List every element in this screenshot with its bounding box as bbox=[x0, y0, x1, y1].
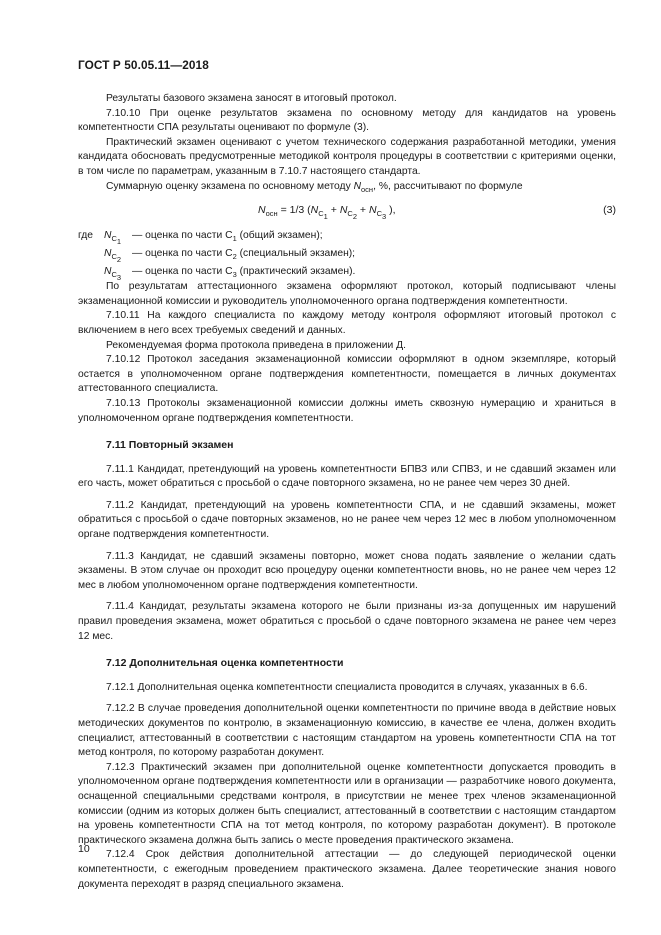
where-symbol-2: $N_{C_2}$ bbox=[104, 248, 122, 265]
paragraph-7-11-1: 7.11.1 Кандидат, претендующий на уровень компетентности БПВЗ или СПВЗ, и не сдавший экзамен или его часть, может обратиться с просьбой о сдаче повторного экзамена, но не ранее чем через 30 дней. bbox=[78, 463, 616, 490]
paragraph-results: Результаты базового экзамена заносят в итоговый протокол. bbox=[106, 93, 397, 104]
formula-term-1-symbol: N bbox=[310, 204, 319, 217]
paragraph-7-12-2: 7.12.2 В случае проведения дополнительной оценки компетентности по причине ввода в действие новых методических документов по контролю, в экзаменационную комиссию, в качестве ее члена, должен входить специалист, аттестованный в соответствии с настоящим стандартом на уровень компетентности СПА на тот метод контроля, по которому разработан документ. bbox=[78, 703, 616, 759]
where-item-3 bbox=[78, 262, 616, 283]
formula-close: ), bbox=[386, 204, 396, 217]
paragraph-7-10-10: 7.10.10 При оценке результатов экзамена по основному методу для кандидатов на уровень компетентности СПА результаты оценивают по формуле (3). bbox=[78, 107, 616, 134]
formula-term-2-symbol: N bbox=[339, 204, 348, 217]
paragraph-7-11-3: 7.11.3 Кандидат, не сдавший экзамены повторно, может снова подать заявление о желании сдать экзамены. В этом случае он проходит всю процедуру оценки компетентности вновь, но не ранее чем через 12 мес в любом уполномоченном органе подтверждения компетентности. bbox=[78, 550, 616, 591]
paragraph-protocol: По результатам аттестационного экзамена оформляют протокол, который подписывают члены экзаменационной комиссии и руководитель уполномоченного органа подтверждения компетентности. bbox=[78, 281, 616, 307]
formula-plus-2: + bbox=[357, 204, 369, 217]
formula-expression bbox=[258, 203, 396, 222]
paragraph-7-10-12: 7.10.12 Протокол заседания экзаменационной комиссии оформляют в одном экземпляре, который остается в уполномоченном органе подтверждения компетентности, помещается в личных документах аттестованного специалиста. bbox=[78, 354, 616, 395]
section-heading-7-11: 7.11 Повторный экзамен bbox=[106, 439, 234, 452]
where-item-2 bbox=[78, 244, 616, 265]
where-symbol-1: $N_{C_1}$ bbox=[104, 230, 122, 247]
paragraph-7-11-2: 7.11.2 Кандидат, претендующий на уровень компетентности СПА, и не сдавший экзамены, может обратиться с просьбой о сдаче повторных экзаменов, но не ранее чем через 12 мес в любом уполномоченном органе подтверждения компетентности. bbox=[78, 499, 616, 541]
paragraph-summary bbox=[78, 180, 616, 195]
where-text-3: — оценка по части $С_3$ (практический экзамен). bbox=[132, 266, 356, 280]
paragraph-7-10-13: 7.10.13 Протоколы экзаменационной комиссии должны иметь сквозную нумерацию и храниться в уполномоченном органе подтверждения компетентности. bbox=[78, 397, 616, 424]
summary-symbol: N bbox=[353, 180, 362, 192]
page-header: ГОСТ Р 50.05.11—2018 bbox=[78, 58, 209, 72]
where-text-2: — оценка по части $С_2$ (специальный экзамен); bbox=[132, 248, 356, 262]
where-item-1 bbox=[78, 226, 616, 247]
formula-term-1-subscript: C1 bbox=[318, 209, 328, 222]
paragraph-7-10-11: 7.10.11 На каждого специалиста по каждому методу контроля оформляют итоговый протокол с включением в него всех требуемых сведений и данных. bbox=[78, 310, 616, 336]
summary-text-post: , %, рассчитывают по формуле bbox=[373, 180, 523, 192]
where-label: где bbox=[78, 230, 94, 242]
paragraph-7-12-1: 7.12.1 Дополнительная оценка компетентности специалиста проводится в случаях, указанных в 6.6. bbox=[106, 681, 588, 693]
formula-equals: = 1/3 ( bbox=[277, 204, 311, 217]
paragraph-7-11-4: 7.11.4 Кандидат, результаты экзамена которого не были признаны из-за допущенных им нарушений правил проведения экзамена, может обратиться с просьбой о сдаче повторного экзамена не ранее чем через 12 мес. bbox=[78, 601, 616, 642]
formula-number: (3) bbox=[603, 204, 616, 217]
where-symbol-3: $N_{C_3}$ bbox=[104, 266, 122, 283]
formula-lhs-subscript: осн bbox=[265, 209, 278, 219]
paragraph-practical: Практический экзамен оценивают с учетом технического содержания разработанной методики, умения кандидата обосновать предусмотренные методикой контроля процедуры в соответствии с критериями оценки, в том числе по параметрам, указанным в 7.10.7 настоящего стандарта. bbox=[78, 136, 616, 177]
summary-subscript: осн bbox=[361, 184, 374, 194]
formula-term-2-subscript: C2 bbox=[347, 209, 357, 222]
page-number: 10 bbox=[78, 843, 90, 855]
formula-lhs-symbol: N bbox=[258, 204, 266, 217]
page-body bbox=[78, 92, 616, 892]
formula-term-3-subscript: C3 bbox=[376, 209, 387, 222]
summary-text-pre: Суммарную оценку экзамена по основному методу bbox=[106, 180, 354, 192]
paragraph-recommended: Рекомендуемая форма протокола приведена в приложении Д. bbox=[106, 339, 406, 351]
where-text-1: — оценка по части $С_1$ (общий экзамен); bbox=[132, 230, 323, 244]
formula-3 bbox=[78, 199, 616, 223]
formula-term-3-symbol: N bbox=[368, 204, 377, 217]
paragraph-7-12-4: 7.12.4 Срок действия дополнительной аттестации — до следующей периодической оценки компетентности, с ежегодным проведением практического экзамена. Далее теоретические знания нового документа переходят в разряд специального экзамена. bbox=[78, 849, 616, 890]
section-heading-7-12: 7.12 Дополнительная оценка компетентности bbox=[106, 657, 344, 670]
paragraph-7-12-3: 7.12.3 Практический экзамен при дополнительной оценке компетентности допускается проводить в уполномоченном органе подтверждения компетентности или в организации — разработчике нового документа, оснащенной специальными средствами контроля, в присутствии не менее трех членов экзаменационной комиссии (одним из которых должен быть специалист, аттестованный в соответствии с настоящим стандартом на уровень компетентности СПА на тот метод контроля, по которому разработан документ). В протоколе практического экзамена должна быть запись о месте проведения практического экзамена. bbox=[78, 761, 616, 846]
formula-plus-1: + bbox=[327, 204, 340, 217]
